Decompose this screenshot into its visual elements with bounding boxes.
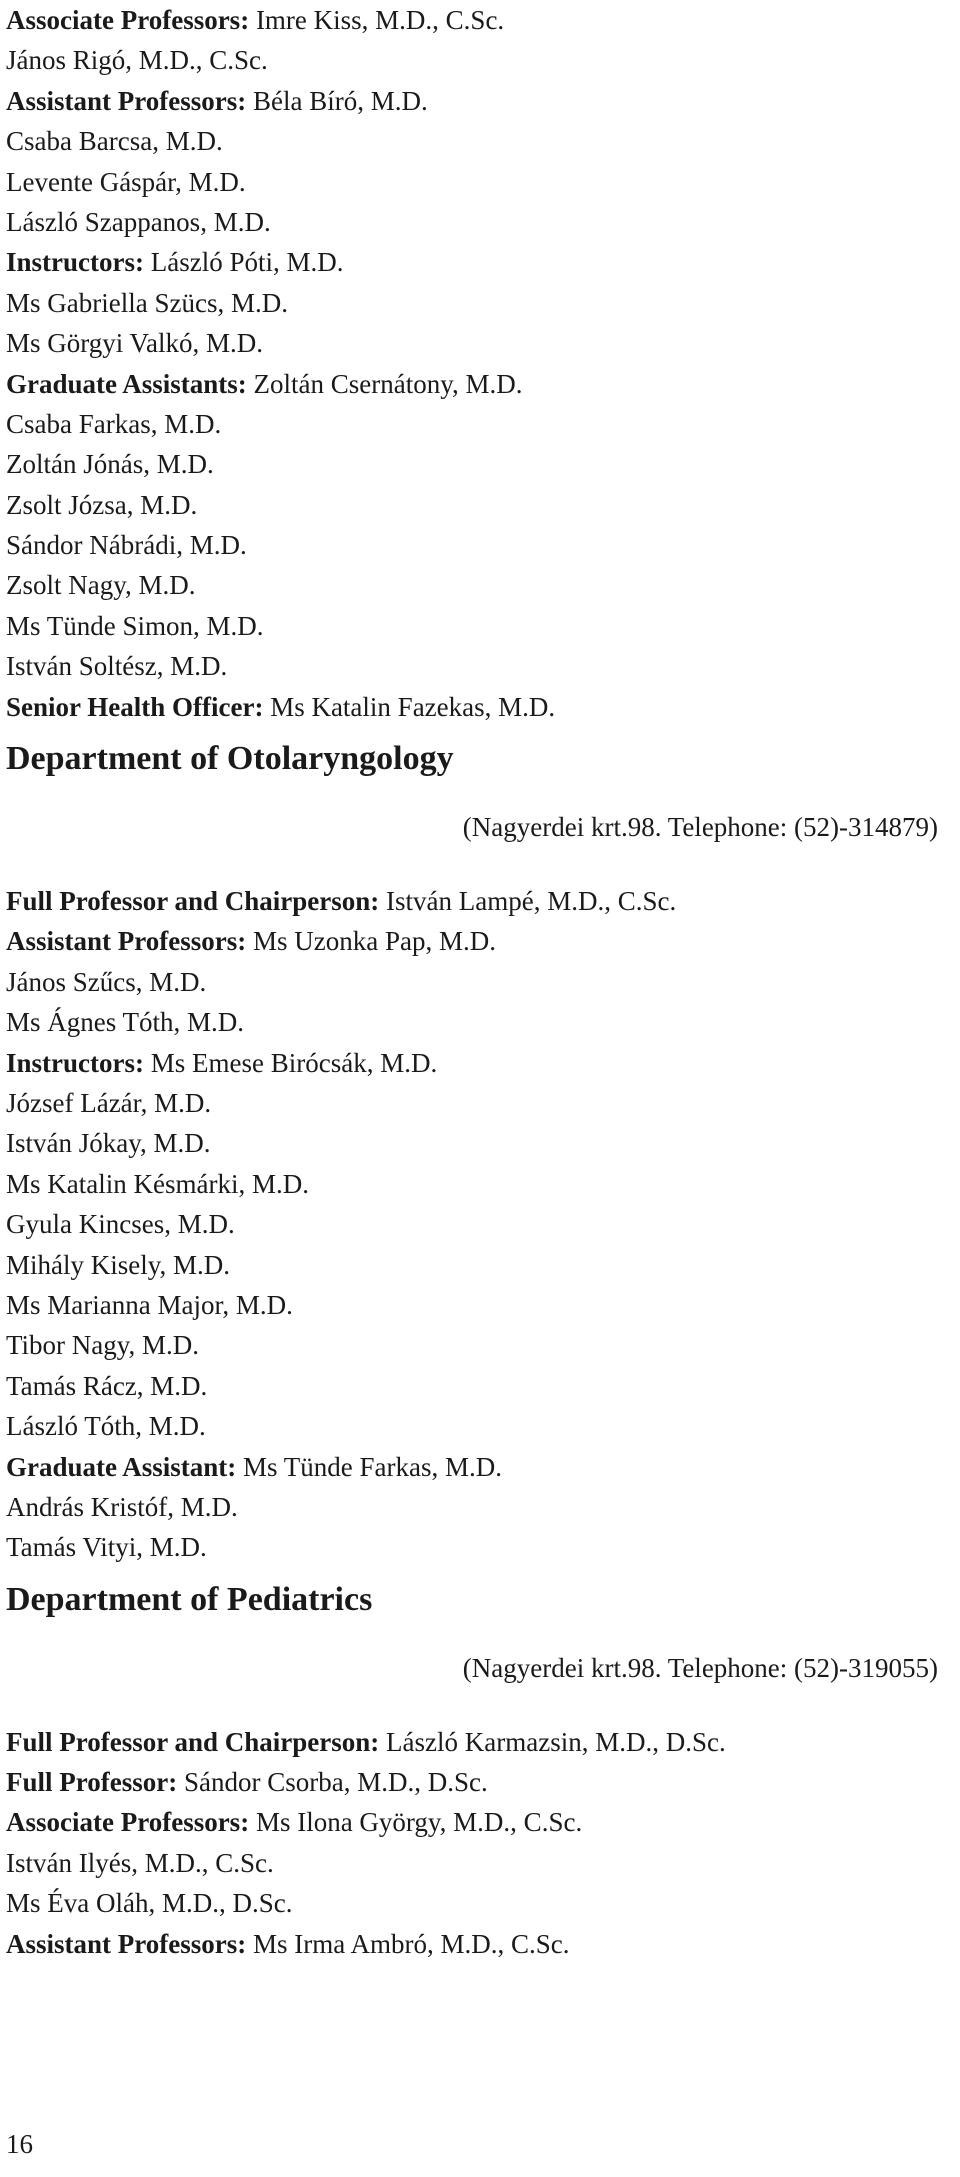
department-address-pediatrics: (Nagyerdei krt.98. Telephone: (52)-319055) [462, 1652, 938, 1683]
staff-line [6, 1164, 954, 1204]
staff-list-orthopaedics [6, 0, 954, 727]
staff-line [6, 1722, 954, 1762]
page-number: 16 [6, 2129, 33, 2159]
staff-name: Csaba Farkas, M.D. [6, 408, 222, 439]
staff-name: János Szűcs, M.D. [6, 966, 207, 997]
staff-line [6, 1204, 954, 1244]
staff-line [6, 1083, 954, 1123]
staff-role: Graduate Assistant: [6, 1451, 237, 1482]
staff-name: István Soltész, M.D. [6, 651, 228, 682]
staff-name: Sándor Nábrádi, M.D. [6, 530, 247, 561]
staff-line [6, 121, 954, 161]
staff-name: László Karmazsin, M.D., D.Sc. [386, 1726, 726, 1757]
staff-name: Ms Katalin Késmárki, M.D. [6, 1168, 309, 1199]
staff-line [6, 242, 954, 282]
staff-line [6, 1245, 954, 1285]
staff-line [6, 1366, 954, 1406]
staff-line [6, 162, 954, 202]
staff-list-otolaryngology [6, 881, 954, 1568]
staff-line [6, 40, 954, 80]
staff-name: István Lampé, M.D., C.Sc. [386, 886, 677, 917]
staff-name: Ms Marianna Major, M.D. [6, 1289, 293, 1320]
staff-name: Ms Gabriella Szücs, M.D. [6, 287, 288, 318]
staff-name: Ms Katalin Fazekas, M.D. [270, 691, 556, 722]
department-heading-otolaryngology: Department of Otolaryngology [6, 740, 454, 778]
staff-line [6, 565, 954, 605]
staff-name: László Tóth, M.D. [6, 1411, 206, 1442]
staff-name: Ms Tünde Simon, M.D. [6, 610, 264, 641]
staff-line [6, 1487, 954, 1527]
staff-line [6, 1002, 954, 1042]
staff-name: Csaba Barcsa, M.D. [6, 126, 223, 157]
staff-name: Ms Ilona György, M.D., C.Sc. [255, 1807, 583, 1838]
staff-name: Gyula Kincses, M.D. [6, 1209, 235, 1240]
staff-line [6, 323, 954, 363]
staff-line [6, 0, 954, 40]
staff-name: Zoltán Jónás, M.D. [6, 449, 214, 480]
staff-name: Ms Éva Oláh, M.D., D.Sc. [6, 1888, 293, 1919]
staff-line [6, 444, 954, 484]
staff-name: József Lázár, M.D. [6, 1087, 212, 1118]
staff-line [6, 404, 954, 444]
staff-line [6, 921, 954, 961]
staff-line [6, 81, 954, 121]
staff-name: Ms Ágnes Tóth, M.D. [6, 1007, 245, 1038]
staff-line [6, 1883, 954, 1923]
staff-name: Ms Görgyi Valkó, M.D. [6, 328, 264, 359]
staff-role: Instructors: [6, 1047, 144, 1078]
staff-line [6, 1802, 954, 1842]
staff-name: László Szappanos, M.D. [6, 206, 271, 237]
staff-role: Instructors: [6, 247, 144, 278]
staff-role: Graduate Assistants: [6, 368, 247, 399]
staff-name: István Ilyés, M.D., C.Sc. [6, 1847, 274, 1878]
staff-name: Zsolt Nagy, M.D. [6, 570, 196, 601]
staff-line [6, 202, 954, 242]
staff-role: Associate Professors: [6, 5, 250, 35]
staff-role: Full Professor and Chairperson: [6, 886, 380, 917]
staff-line [6, 485, 954, 525]
staff-role: Associate Professors: [6, 1807, 250, 1838]
staff-name: András Kristóf, M.D. [6, 1491, 238, 1522]
staff-name: Zsolt Józsa, M.D. [6, 489, 198, 520]
staff-line [6, 881, 954, 921]
staff-line [6, 1447, 954, 1487]
staff-line [6, 606, 954, 646]
department-heading-pediatrics: Department of Pediatrics [6, 1580, 373, 1618]
staff-role: Full Professor: [6, 1767, 178, 1798]
staff-line [6, 283, 954, 323]
staff-role: Assistant Professors: [6, 85, 247, 116]
staff-line [6, 1285, 954, 1325]
staff-line [6, 1406, 954, 1446]
staff-name: László Póti, M.D. [150, 247, 344, 278]
staff-line [6, 1924, 954, 1964]
document-page [6, 0, 954, 1964]
staff-line [6, 525, 954, 565]
staff-name: Tibor Nagy, M.D. [6, 1330, 200, 1361]
staff-role: Full Professor and Chairperson: [6, 1726, 380, 1757]
staff-role: Senior Health Officer: [6, 691, 264, 722]
staff-name: Zoltán Csernátony, M.D. [253, 368, 523, 399]
staff-name: Mihály Kisely, M.D. [6, 1249, 230, 1280]
staff-name: Ms Irma Ambró, M.D., C.Sc. [252, 1928, 570, 1959]
staff-line [6, 687, 954, 727]
staff-line [6, 1762, 954, 1802]
staff-line [6, 1527, 954, 1567]
staff-name: Sándor Csorba, M.D., D.Sc. [183, 1767, 488, 1798]
staff-name: István Jókay, M.D. [6, 1128, 211, 1159]
staff-list-pediatrics [6, 1722, 954, 1964]
staff-name: Imre Kiss, M.D., C.Sc. [255, 5, 505, 35]
department-address-otolaryngology: (Nagyerdei krt.98. Telephone: (52)-314879) [462, 812, 938, 843]
staff-name: Ms Uzonka Pap, M.D. [252, 926, 496, 957]
staff-name: Béla Bíró, M.D. [252, 85, 428, 116]
staff-name: Ms Tünde Farkas, M.D. [243, 1451, 503, 1482]
staff-name: Tamás Vityi, M.D. [6, 1532, 207, 1563]
staff-line [6, 1325, 954, 1365]
staff-line [6, 1123, 954, 1163]
staff-name: Ms Emese Birócsák, M.D. [150, 1047, 438, 1078]
staff-name: János Rigó, M.D., C.Sc. [6, 45, 268, 76]
staff-line [6, 364, 954, 404]
staff-name: Tamás Rácz, M.D. [6, 1370, 208, 1401]
staff-line [6, 1043, 954, 1083]
staff-role: Assistant Professors: [6, 926, 247, 957]
staff-name: Levente Gáspár, M.D. [6, 166, 246, 197]
staff-line [6, 962, 954, 1002]
staff-line [6, 646, 954, 686]
staff-role: Assistant Professors: [6, 1928, 247, 1959]
staff-line [6, 1843, 954, 1883]
